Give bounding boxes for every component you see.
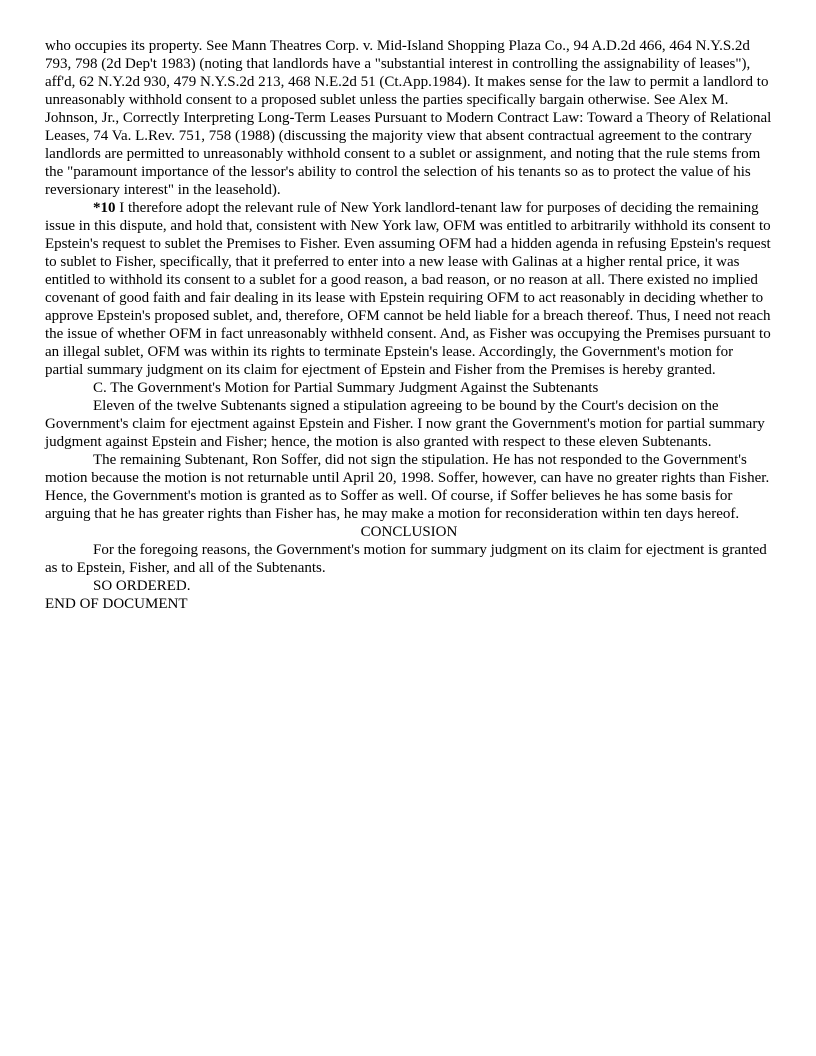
paragraph-holding: [45, 199, 773, 379]
paragraph-holding-text: I therefore adopt the relevant rule of New York landlord-tenant law for purposes of deciding the remaining issue in this dispute, and hold that, consistent with New York law, OFM was entitled to arbitrarily withhold its consent to Epstein's request to sublet the Premises to Fisher. Even assuming OFM had a hidden agenda in refusing Epstein's request to sublet to Fisher, specifically, that it preferred to enter into a new lease with Galinas at a higher rental price, it was entitled to withhold its consent to a sublet for a good reason, a bad reason, or no reason at all. There existed no implied covenant of good faith and fair dealing in its lease with Epstein requiring OFM to act reasonably in deciding whether to approve Epstein's proposed sublet, and, therefore, OFM cannot be held liable for a breach thereof. Thus, I need not reach the issue of whether OFM in fact unreasonably withheld consent. And, as Fisher was occupying the Premises pursuant to an illegal sublet, OFM was within its rights to terminate Epstein's lease. Accordingly, the Government's motion for partial summary judgment on its claim for ejectment of Epstein and Fisher from the Premises is hereby granted.: [45, 200, 771, 378]
paragraph-conclusion: For the foregoing reasons, the Government's motion for summary judgment on its claim for ejectment is granted as to Epstein, Fisher, and all of the Subtenants.: [45, 542, 767, 576]
end-of-document: END OF DOCUMENT: [45, 596, 188, 612]
so-ordered: SO ORDERED.: [93, 578, 191, 594]
document-page: [45, 37, 773, 613]
paragraph-continuation: who occupies its property. See Mann Theatres Corp. v. Mid-Island Shopping Plaza Co., 94 A.D.2d 466, 464 N.Y.S.2d 793, 798 (2d Dep't 1983) (noting that landlords have a "substantial interest in controlling the assignability of leases"), aff'd, 62 N.Y.2d 930, 479 N.Y.S.2d 213, 468 N.E.2d 51 (Ct.App.1984). It makes sense for the law to permit a landlord to unreasonably withhold consent to a proposed sublet unless the parties specifically bargain otherwise. See Alex M. Johnson, Jr., Correctly Interpreting Long-Term Leases Pursuant to Modern Contract Law: Toward a Theory of Relational Leases, 74 Va. L.Rev. 751, 758 (1988) (discussing the majority view that absent contractual agreement to the contrary landlords are permitted to unreasonably withhold consent to a sublet or assignment, and noting that the rule stems from the "paramount importance of the lessor's ability to control the selection of his tenants so as to protect the value of his reversionary interest" in the leasehold).: [45, 38, 772, 198]
paragraph-subtenants-stipulation: Eleven of the twelve Subtenants signed a stipulation agreeing to be bound by the Court's decision on the Government's claim for ejectment against Epstein and Fisher. I now grant the Government's motion for partial summary judgment against Epstein and Fisher; hence, the motion is also granted with respect to these eleven Subtenants.: [45, 398, 765, 450]
paragraph-soffer: The remaining Subtenant, Ron Soffer, did not sign the stipulation. He has not responded to the Government's motion because the motion is not returnable until April 20, 1998. Soffer, however, can have no greater rights than Fisher. Hence, the Government's motion is granted as to Soffer as well. Of course, if Soffer believes he has some basis for arguing that he has greater rights than Fisher has, he may make a motion for reconsideration within ten days hereof.: [45, 452, 770, 522]
section-heading-c: C. The Government's Motion for Partial Summary Judgment Against the Subtenants: [93, 380, 599, 396]
star-page-marker: *10: [93, 200, 116, 216]
conclusion-heading: CONCLUSION: [360, 524, 458, 540]
